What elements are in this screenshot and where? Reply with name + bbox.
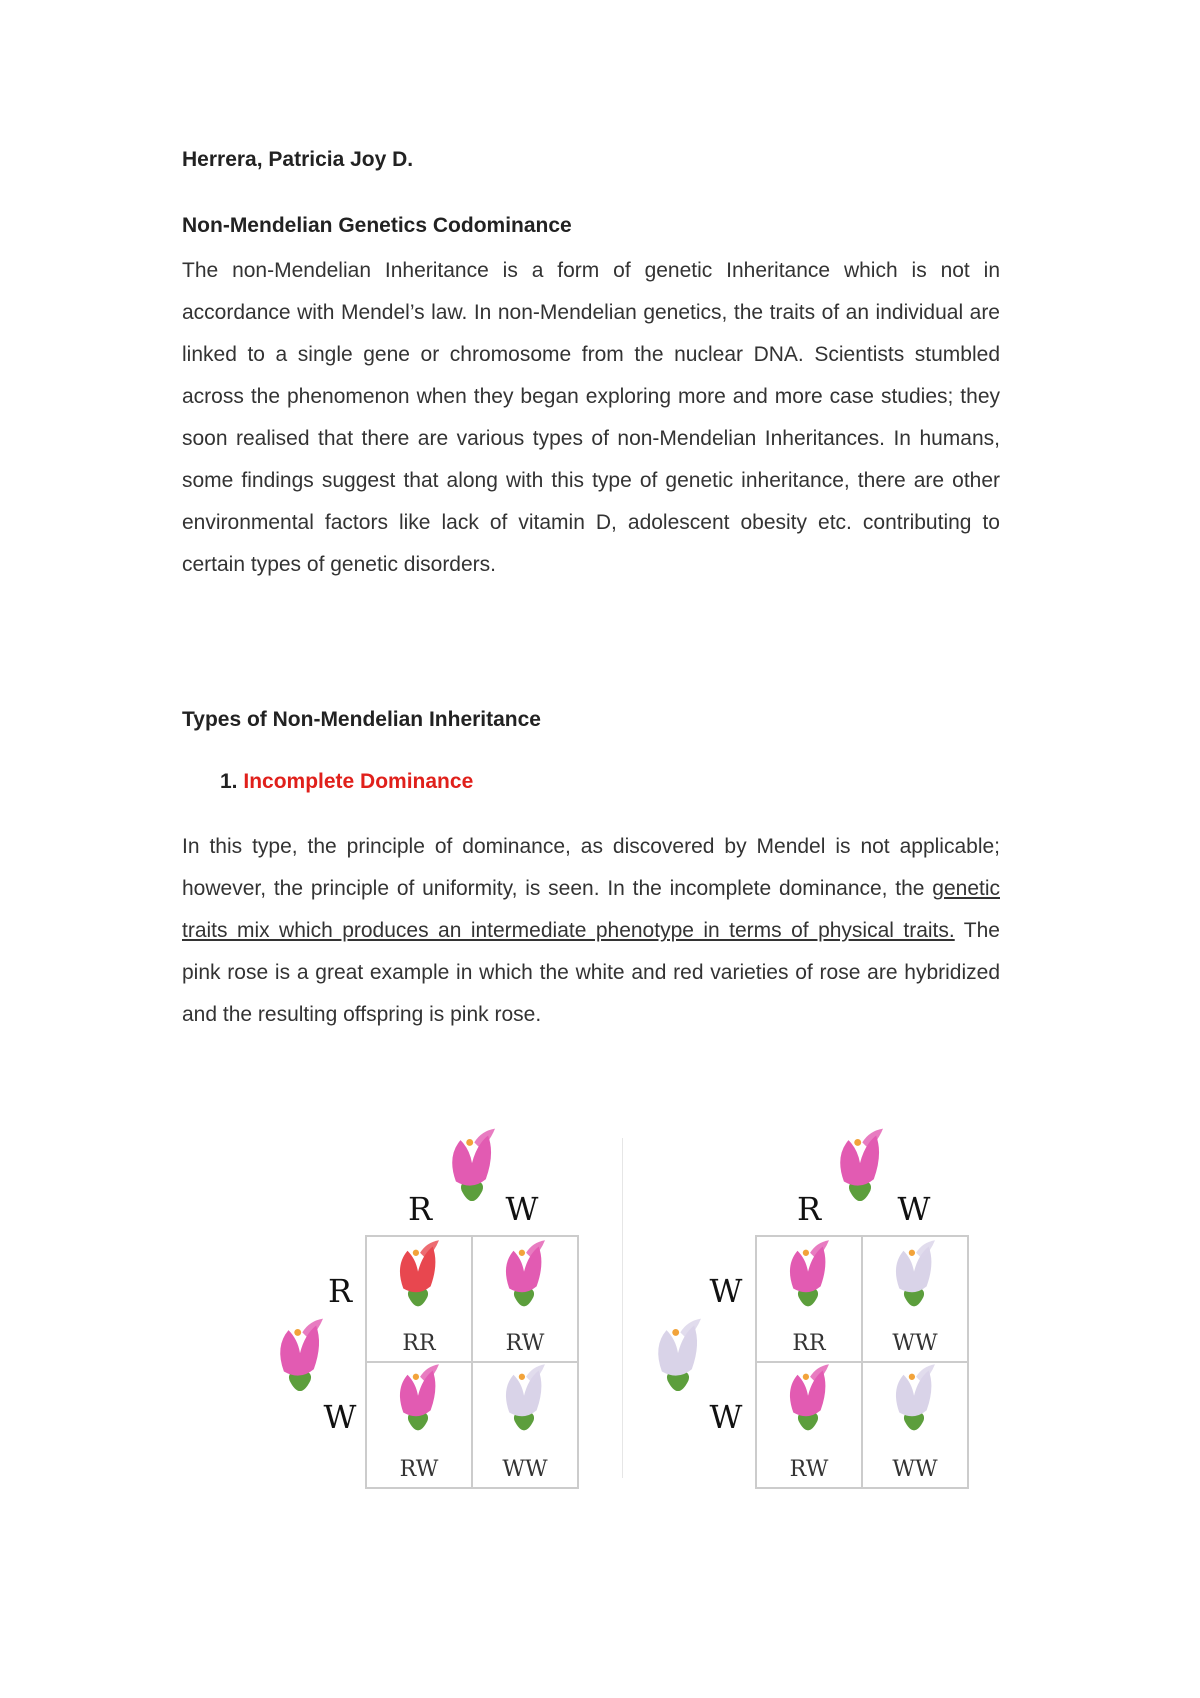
- left-cell-1-label: RR: [402, 1331, 436, 1356]
- right-top-label-2: W: [897, 1190, 931, 1228]
- paragraph-text-before: In this type, the principle of dominance, as discovered by Mendel is not applicable; however, the principle of uniformity, is seen. In the incomplete dominance, the: [182, 835, 1000, 900]
- right-cell-rr-flower-icon: [790, 1240, 829, 1306]
- left-cell-4-label: WW: [502, 1457, 548, 1482]
- incomplete-dominance-paragraph: [182, 826, 1000, 1036]
- left-cell-rw2-flower-icon: [400, 1364, 439, 1430]
- right-cell-2-label: WW: [892, 1331, 938, 1356]
- right-cell-rw-flower-icon: [790, 1364, 829, 1430]
- left-parent-flower-side-icon: [280, 1319, 323, 1391]
- left-cell-ww-flower-icon: [506, 1364, 545, 1430]
- left-cell-rr-flower-icon: [400, 1240, 439, 1306]
- right-cell-ww2-flower-icon: [896, 1364, 935, 1430]
- right-cell-1-label: RR: [792, 1331, 826, 1356]
- left-top-label-1: R: [407, 1190, 433, 1228]
- punnett-square-figure: [260, 1120, 980, 1500]
- section-title-types: Types of Non-Mendelian Inheritance: [182, 708, 541, 731]
- paragraph-text-underlined: genetic traits mix which produces an intermediate phenotype in terms of physical traits.: [182, 877, 1000, 942]
- right-side-label-1: W: [709, 1272, 743, 1310]
- right-punnett-square: [658, 1129, 968, 1488]
- section-title-codominance: Non-Mendelian Genetics Codominance: [182, 214, 572, 237]
- left-cell-rw-flower-icon: [506, 1240, 545, 1306]
- right-parent-flower-side-icon: [658, 1319, 701, 1391]
- right-cell-ww-flower-icon: [896, 1240, 935, 1306]
- left-cell-2-label: RW: [505, 1331, 545, 1356]
- left-cell-3-label: RW: [399, 1457, 439, 1482]
- right-top-label-1: R: [796, 1190, 822, 1228]
- left-side-label-2: W: [323, 1398, 357, 1436]
- left-top-label-2: W: [505, 1190, 539, 1228]
- left-side-label-1: R: [327, 1272, 353, 1310]
- intro-paragraph: The non-Mendelian Inheritance is a form of genetic Inheritance which is not in accordance with Mendel’s law. In non-Mendelian genetics, the traits of an individual are linked to a single gene or chromosome from the nuclear DNA. Scientists stumbled across the phenomenon when they began exploring more and more case studies; they soon realised that there are various types of non-Mendelian Inheritances. In humans, some findings suggest that along with this type of genetic inheritance, there are other environmental factors like lack of vitamin D, adolescent obesity etc. contributing to certain types of genetic disorders.: [182, 259, 1000, 576]
- right-parent-flower-top-icon: [840, 1129, 883, 1201]
- right-side-label-2: W: [709, 1398, 743, 1436]
- left-parent-flower-top-icon: [452, 1129, 495, 1201]
- paragraph-text-after: The pink rose is a great example in which the white and red varieties of rose are hybridized and the resulting offspring is pink rose.: [182, 919, 1000, 1026]
- list-number: 1.: [220, 770, 238, 793]
- list-item-incomplete-dominance: [220, 770, 473, 794]
- right-cell-3-label: RW: [789, 1457, 829, 1482]
- left-punnett-square: [280, 1129, 578, 1488]
- author-name: Herrera, Patricia Joy D.: [182, 148, 414, 171]
- list-item-title: Incomplete Dominance: [243, 770, 474, 793]
- right-cell-4-label: WW: [892, 1457, 938, 1482]
